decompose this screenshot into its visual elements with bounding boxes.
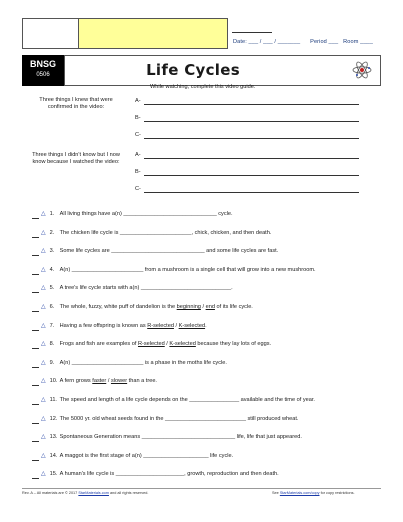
- course-code: BNSG: [29, 59, 56, 69]
- question-number: 9.: [49, 359, 55, 366]
- check-blank[interactable]: [32, 361, 39, 368]
- answer-line[interactable]: [144, 158, 359, 159]
- answer-label: B-: [135, 169, 141, 175]
- triangle-icon: △: [41, 285, 46, 292]
- instruction-text: While watching, complete this video guide.: [150, 84, 256, 90]
- question-text: The chicken life cycle is _______________________, chick, chicken, and then death.: [59, 229, 272, 236]
- triangle-icon: △: [41, 266, 46, 273]
- name-field-box[interactable]: [22, 18, 79, 49]
- triangle-icon: △: [41, 452, 46, 459]
- triangle-icon: △: [41, 397, 46, 403]
- footer-copyright: [22, 491, 148, 495]
- atom-icon: [352, 60, 372, 80]
- highlight-box[interactable]: [79, 18, 228, 49]
- check-blank[interactable]: [32, 212, 39, 219]
- question-number: 13.: [49, 434, 58, 441]
- question-row: [32, 210, 233, 219]
- answer-label: A-: [135, 98, 141, 104]
- check-blank[interactable]: [32, 342, 39, 349]
- section-prompt-learned: Three things I didn't know but I now know because I watched the video:: [32, 152, 120, 166]
- check-blank[interactable]: [32, 231, 39, 238]
- check-blank[interactable]: [32, 435, 39, 442]
- course-number: 0506: [36, 72, 50, 78]
- footer-restrictions-text: for copy restrictions.: [320, 491, 355, 495]
- answer-option[interactable]: K-selected: [178, 322, 206, 329]
- footer-rights-text: and all rights reserved.: [110, 491, 149, 495]
- question-text: All living things have a(n) ______________________________ cycle.: [59, 211, 233, 217]
- date-period-room-line: Date: ___ / ___ / _______ Period ___ Room ____: [233, 39, 373, 45]
- question-number: 3.: [49, 248, 55, 255]
- answer-option[interactable]: faster: [92, 378, 107, 385]
- question-row: [32, 284, 233, 293]
- question-text: /: [173, 322, 179, 329]
- triangle-icon: △: [41, 378, 46, 385]
- question-number: 6.: [49, 304, 55, 310]
- triangle-icon: △: [41, 211, 46, 217]
- question-text: A(n) _______________________ is a phase in the moths life cycle.: [59, 359, 227, 366]
- question-text: Some life cycles are ______________________________ and some life cycles are fast.: [59, 248, 279, 255]
- triangle-icon: △: [41, 304, 46, 310]
- answer-line[interactable]: [144, 175, 359, 176]
- triangle-icon: △: [41, 359, 46, 366]
- question-text: Frogs and fish are examples of: [59, 341, 138, 348]
- answer-line[interactable]: [144, 192, 359, 193]
- page-title: Life Cycles: [146, 61, 240, 79]
- question-row: [32, 433, 302, 442]
- question-number: 2.: [49, 229, 55, 236]
- answer-line[interactable]: [144, 121, 359, 122]
- triangle-icon: △: [41, 229, 46, 236]
- question-row: [32, 322, 207, 331]
- triangle-icon: △: [41, 341, 46, 348]
- answer-option[interactable]: beginning: [176, 304, 201, 310]
- check-blank[interactable]: [32, 454, 39, 461]
- question-row: [32, 247, 278, 256]
- question-number: 12.: [49, 415, 58, 422]
- question-text: /: [164, 341, 170, 348]
- question-text: than a tree.: [127, 378, 157, 385]
- question-number: 1.: [49, 211, 55, 217]
- answer-option[interactable]: R-selected: [137, 341, 165, 348]
- question-text: of its life cycle.: [214, 304, 253, 310]
- answer-option[interactable]: slower: [110, 378, 128, 385]
- question-row: [32, 470, 279, 479]
- check-blank[interactable]: [32, 472, 39, 479]
- question-text: A tree's life cycle starts with a(n) _____________________________.: [59, 285, 233, 292]
- answer-label: A-: [135, 152, 141, 158]
- check-blank[interactable]: [32, 417, 39, 424]
- question-text: Spontaneous Generation means ______________________________ life, life that just appeared.: [59, 434, 302, 441]
- question-row: [32, 303, 253, 312]
- question-row: [32, 415, 298, 424]
- answer-line[interactable]: [144, 138, 359, 139]
- question-row: [32, 340, 271, 349]
- check-blank[interactable]: [32, 286, 39, 293]
- triangle-icon: △: [41, 434, 46, 441]
- section-prompt-known: Three things I knew that were confirmed in the video:: [39, 97, 113, 111]
- question-row: [32, 359, 227, 368]
- answer-label: B-: [135, 115, 141, 121]
- question-text: because they lay lots of eggs.: [195, 341, 272, 348]
- check-blank[interactable]: [32, 398, 39, 405]
- footer-see-text: See: [272, 491, 279, 495]
- question-row: [32, 452, 233, 461]
- question-text: .: [205, 322, 207, 329]
- question-number: 7.: [49, 322, 55, 329]
- question-row: [32, 377, 157, 386]
- question-text: Having a few offspring is known as: [59, 322, 148, 329]
- answer-line[interactable]: [144, 104, 359, 105]
- question-number: 14.: [49, 452, 58, 459]
- question-text: /: [200, 304, 206, 310]
- check-blank[interactable]: [32, 268, 39, 275]
- question-row: [32, 229, 271, 238]
- triangle-icon: △: [41, 322, 46, 329]
- question-text: A(n) _______________________ from a mushroom is a single cell that will grow into a new mushroom.: [59, 266, 316, 273]
- check-blank[interactable]: [32, 379, 39, 386]
- footer-copyright-text: Rev. A – All materials are © 2017: [22, 491, 78, 495]
- question-row: [32, 266, 316, 275]
- question-text: The speed and length of a life cycle depends on the ________________ available and the time of year.: [59, 397, 315, 403]
- answer-option[interactable]: end: [205, 304, 215, 310]
- check-blank[interactable]: [32, 324, 39, 331]
- question-row: [32, 396, 315, 405]
- triangle-icon: △: [41, 415, 46, 422]
- question-number: 15.: [49, 471, 58, 478]
- footer-copy-link[interactable]: StarMaterials.com/copy: [279, 491, 320, 495]
- name-line: [232, 32, 272, 33]
- answer-label: C-: [135, 132, 141, 138]
- answer-option[interactable]: K-selected: [169, 341, 196, 348]
- answer-label: C-: [135, 186, 141, 192]
- triangle-icon: △: [41, 471, 46, 478]
- footer-divider: [22, 488, 381, 489]
- question-number: 10.: [49, 378, 58, 385]
- answer-option[interactable]: R-selected: [147, 322, 174, 329]
- check-blank[interactable]: [32, 249, 39, 256]
- title-box: [64, 55, 381, 86]
- question-number: 8.: [49, 341, 55, 348]
- footer-copy-notice: [272, 491, 355, 495]
- question-text: A maggot is the first stage of a(n) _____________________ life cycle.: [59, 452, 234, 459]
- question-text: /: [106, 378, 111, 385]
- course-badge: [22, 55, 64, 86]
- question-text: A human's life cycle is ______________________, growth, reproduction and then death.: [59, 471, 279, 478]
- question-text: A fern grows: [59, 378, 93, 385]
- question-number: 11.: [49, 397, 57, 403]
- triangle-icon: △: [41, 248, 46, 255]
- question-number: 5.: [49, 285, 55, 292]
- question-text: The whole, fuzzy, white puff of dandelion is the: [59, 304, 177, 310]
- check-blank[interactable]: [32, 305, 39, 312]
- question-text: The 5000 yr. old wheat seeds found in the __________________________ still produced wheat.: [59, 415, 299, 422]
- question-number: 4.: [49, 266, 55, 273]
- footer-site-link[interactable]: StarMaterials.com: [78, 491, 109, 495]
